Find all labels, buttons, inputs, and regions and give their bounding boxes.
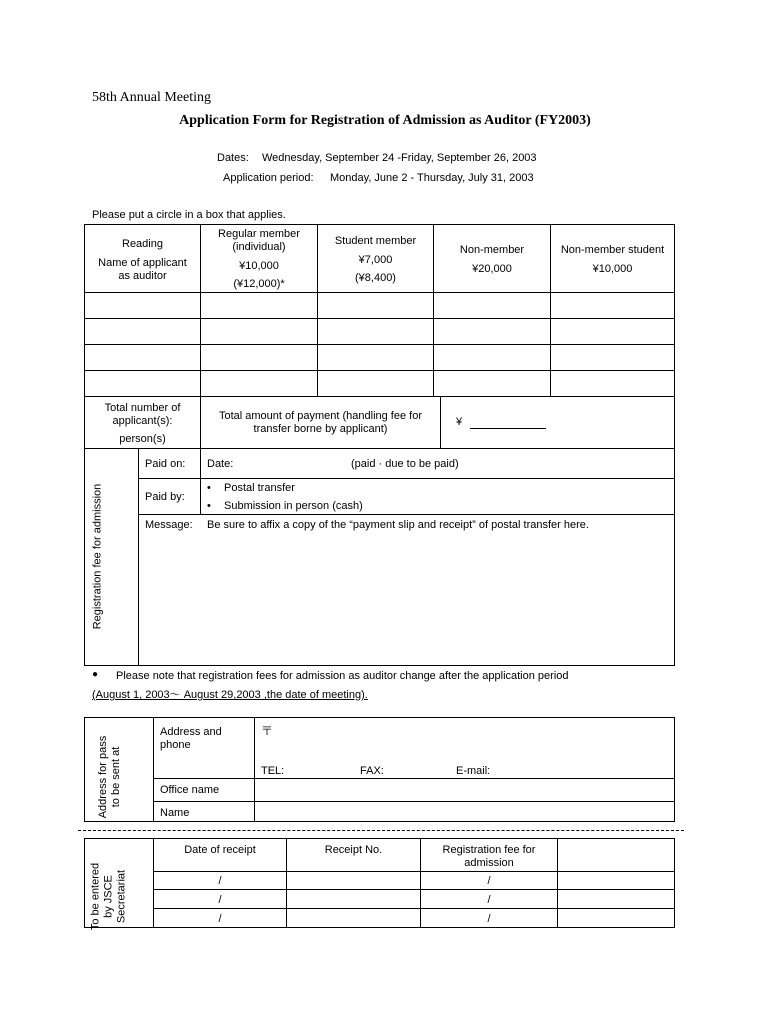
- fee-slash-1: /: [487, 875, 491, 887]
- payment-slip-area[interactable]: [139, 535, 674, 665]
- date-slash-2: /: [218, 894, 222, 906]
- page-title: Application Form for Registration of Admission as Auditor (FY2003): [179, 113, 591, 128]
- notice-bullet: ●: [92, 669, 99, 680]
- total-number-label: Total number of: [104, 402, 181, 414]
- cut-line: [78, 830, 684, 831]
- option-postal-transfer[interactable]: Postal transfer: [224, 482, 295, 494]
- postal-mark: 〒: [261, 724, 274, 738]
- regular-member-individual: (individual): [232, 241, 286, 253]
- address-side-line1: Address for pass: [97, 735, 109, 819]
- regular-member-price: ¥10,000: [239, 260, 279, 272]
- paid-status[interactable]: (paid · due to be paid): [351, 458, 459, 470]
- date-label: Date:: [207, 458, 234, 470]
- notice-period: (August 1, 2003〜 August 29,2003 ,the date of meeting).: [92, 689, 368, 701]
- non-member-label: Non-member: [459, 244, 525, 256]
- non-member-price: ¥20,000: [472, 263, 512, 275]
- bullet-postal: •: [207, 482, 211, 494]
- applicants-label: applicant(s):: [112, 415, 173, 427]
- non-member-student-price: ¥10,000: [592, 263, 633, 275]
- non-member-student-label: Non-member student: [560, 244, 665, 256]
- office-name-label: Office name: [160, 784, 220, 796]
- as-auditor-label: as auditor: [118, 270, 167, 282]
- applicant-entry-rows[interactable]: [85, 293, 674, 396]
- secretariat-side-line1: To be entered: [89, 862, 102, 931]
- student-member-price: ¥7,000: [358, 254, 393, 266]
- email-label: E-mail:: [456, 765, 491, 777]
- address-side-line2: to be sent at: [110, 746, 122, 808]
- student-member-label: Student member: [334, 235, 417, 247]
- address-field[interactable]: [255, 718, 674, 778]
- secretariat-side-line3: Secretariat: [115, 869, 128, 924]
- regular-member-late-price: (¥12,000)*: [233, 278, 285, 290]
- secretariat-side-label: [90, 852, 129, 942]
- notice-text: Please note that registration fees for admission as auditor change after the application period: [116, 670, 569, 682]
- date-slash-1: /: [218, 875, 222, 887]
- option-submission-in-person[interactable]: Submission in person (cash): [224, 500, 363, 512]
- address-and-label: Address and: [160, 726, 222, 738]
- paid-on-label: Paid on:: [145, 458, 186, 470]
- message-text: Be sure to affix a copy of the “payment slip and receipt” of postal transfer here.: [207, 519, 589, 531]
- handling-fee-note: transfer borne by applicant): [253, 423, 388, 435]
- reading-label: Reading: [122, 238, 163, 250]
- meeting-name: 58th Annual Meeting: [92, 90, 211, 105]
- phone-label: phone: [160, 739, 191, 751]
- yen-symbol: ¥: [456, 416, 463, 428]
- fax-label: FAX:: [360, 765, 384, 777]
- date-of-receipt-header: Date of receipt: [184, 844, 256, 856]
- application-period-label: Application period:: [223, 172, 314, 184]
- name-of-applicant-label: Name of applicant: [98, 257, 187, 269]
- instruction-text: Please put a circle in a box that applies.: [92, 209, 286, 221]
- dates-value: Wednesday, September 24 -Friday, September 26, 2003: [262, 152, 537, 164]
- application-period-value: Monday, June 2 - Thursday, July 31, 2003: [330, 172, 534, 184]
- office-name-field[interactable]: [255, 779, 674, 801]
- total-amount-label: Total amount of payment (handling fee for: [218, 410, 422, 422]
- name-label: Name: [160, 807, 190, 819]
- fee-slash-2: /: [487, 894, 491, 906]
- paid-by-label: Paid by:: [145, 491, 185, 503]
- student-member-late-price: (¥8,400): [355, 272, 396, 284]
- registration-fee-header: Registration fee for: [442, 844, 536, 856]
- admission-header: admission: [464, 857, 514, 869]
- regular-member-label: Regular member: [218, 228, 300, 240]
- message-label: Message:: [145, 519, 193, 531]
- tel-label: TEL:: [261, 765, 285, 777]
- address-side-label: [97, 722, 123, 832]
- persons-label: person(s): [119, 433, 166, 445]
- name-field[interactable]: [255, 802, 674, 821]
- registration-fee-side-label: Registration fee for admission: [91, 483, 104, 630]
- date-slash-3: /: [218, 913, 222, 925]
- bullet-cash: •: [207, 500, 211, 512]
- secretariat-side-line2: by JSCE: [102, 875, 115, 918]
- dates-label: Dates:: [217, 152, 249, 164]
- receipt-no-header: Receipt No.: [324, 844, 383, 856]
- fee-slash-3: /: [487, 913, 491, 925]
- total-amount-field[interactable]: [470, 428, 546, 429]
